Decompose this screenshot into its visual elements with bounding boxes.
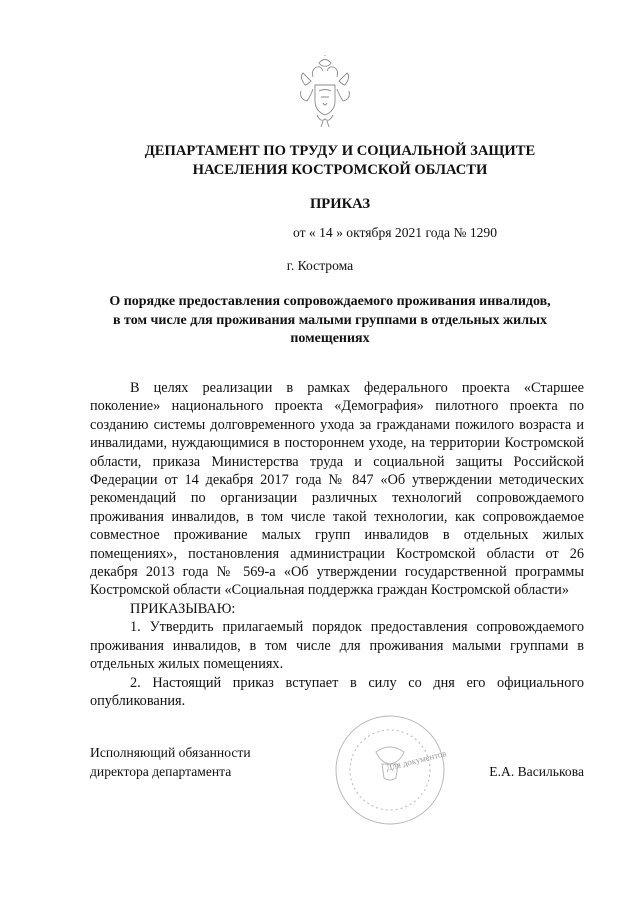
- subject-line-1: О порядке предоставления сопровождаемого проживания инвалидов,: [109, 294, 551, 309]
- department-name: [60, 142, 620, 180]
- order-item-1: 1. Утвердить прилагаемый порядок предоставления сопровождаемого проживания инвалидов, в том числе для проживания малыми группами в отдельных жилых помещениях.: [90, 619, 584, 673]
- signatory-position: [90, 744, 251, 782]
- signatory-position-line-1: Исполняющий обязанности: [90, 745, 251, 760]
- order-title: ПРИКАЗ: [309, 196, 371, 212]
- order-date-number: от « 14 » октября 2021 года № 1290: [292, 225, 498, 240]
- signatory-position-line-2: директора департамента: [90, 763, 232, 779]
- order-body: [90, 379, 584, 710]
- signatory-name: Е.А. Василькова: [489, 764, 584, 779]
- preamble-paragraph: В целях реализации в рамках федерального проекта «Старшее поколение» национального проекта «Демография» пилотного проекта по созданию системы долговременного ухода за гражданами пожилого возраста и инвалидами, нуждающимися в постороннем уходе, на территории Костромской области, приказа Министерства труда и социальной защиты Российской Федерации от 14 декабря 2017 года № 847 «Об утверждении методических рекомендаций по организации различных технологий сопровождаемого проживания инвалидов, в том числе такой технологии, как сопровождаемое совместное проживание малых групп инвалидов в отдельных жилых помещениях», постановления администрации Костромской области от 26 декабря 2013 года № 569-а «Об утверждении государственной программы Костромской области «Социальная поддержка граждан Костромской области»: [90, 380, 584, 599]
- order-item-2: 2. Настоящий приказ вступает в силу со дня его официального опубликования.: [90, 674, 584, 709]
- order-directive-word: ПРИКАЗЫВАЮ:: [130, 600, 236, 617]
- order-city: г. Кострома: [286, 258, 354, 273]
- stamp-label: Для документов: [385, 748, 448, 773]
- subject-line-2: в том числе для проживания малыми группами в отдельных жилых: [112, 312, 548, 328]
- department-line-2: НАСЕЛЕНИЯ КОСТРОМСКОЙ ОБЛАСТИ: [192, 162, 488, 178]
- department-line-1: ДЕПАРТАМЕНТ ПО ТРУДУ И СОЦИАЛЬНОЙ ЗАЩИТЕ: [144, 143, 536, 159]
- order-subject: [80, 293, 580, 349]
- subject-line-3: помещениях: [290, 331, 370, 346]
- coat-of-arms-icon: [297, 55, 353, 131]
